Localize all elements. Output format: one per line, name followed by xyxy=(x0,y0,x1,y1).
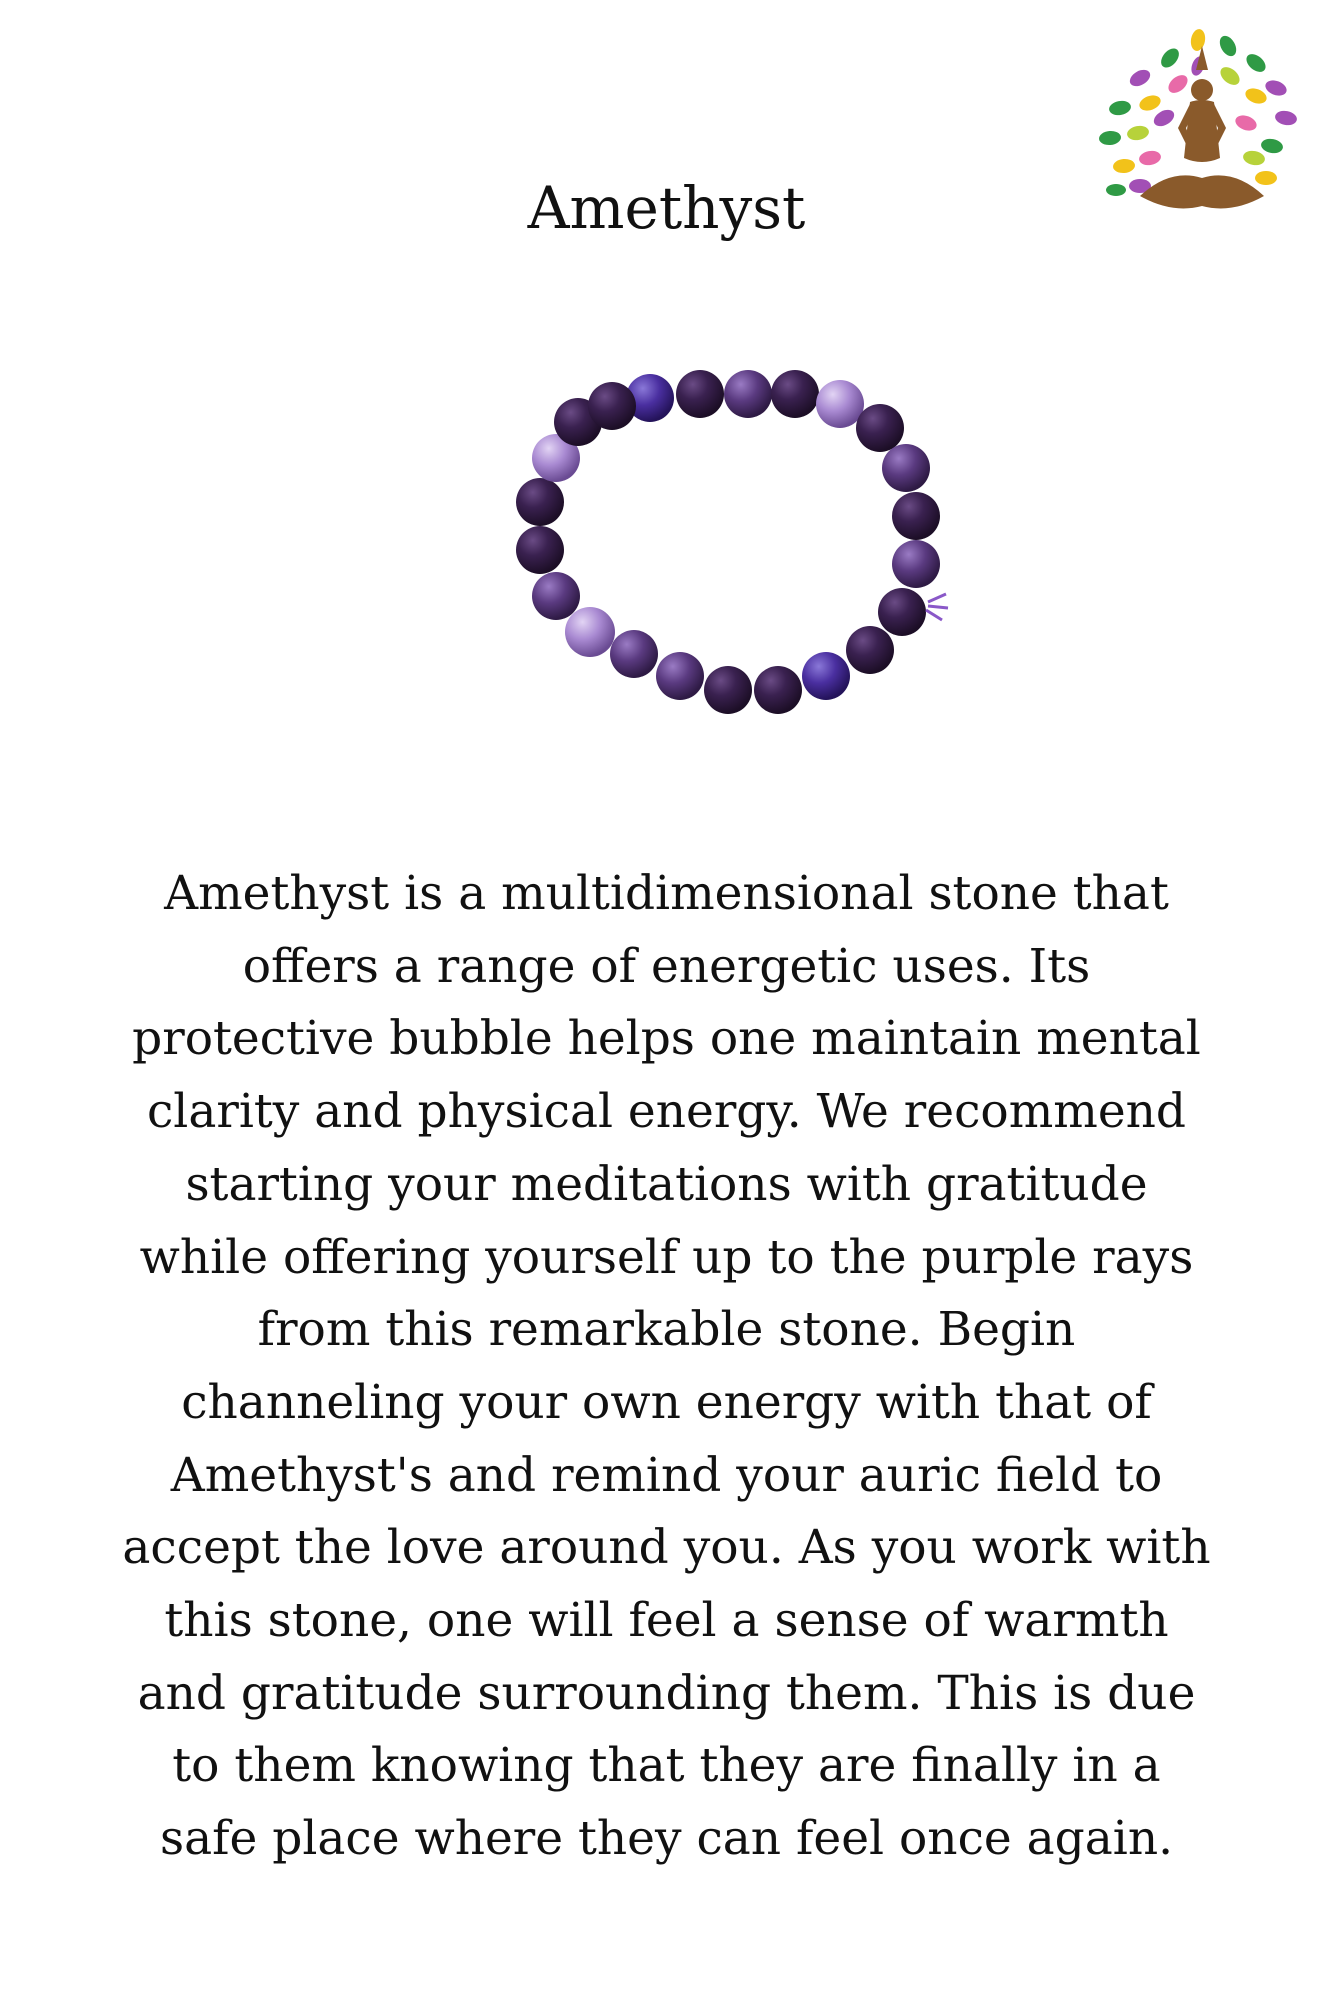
bracelet-knot xyxy=(926,594,948,620)
product-description: Amethyst is a multidimensional stone that offers a range of energetic uses. Its protective bubble helps one maintain mental clarity and physical energy. We recommend starting your meditations with gratitude while offering yourself up to the purple rays from this remarkable stone. Begin channeling your own energy with that of Amethyst's and remind your auric field to accept the love around you. As you work with this stone, one will feel a sense of warmth and gratitude surrounding them. This is due to them knowing that they are finally in a safe place where they can feel once again. xyxy=(122,866,1211,1867)
amethyst-bracelet-image xyxy=(440,350,960,770)
bracelet-beads xyxy=(516,370,940,714)
page-title: Amethyst xyxy=(527,174,806,242)
